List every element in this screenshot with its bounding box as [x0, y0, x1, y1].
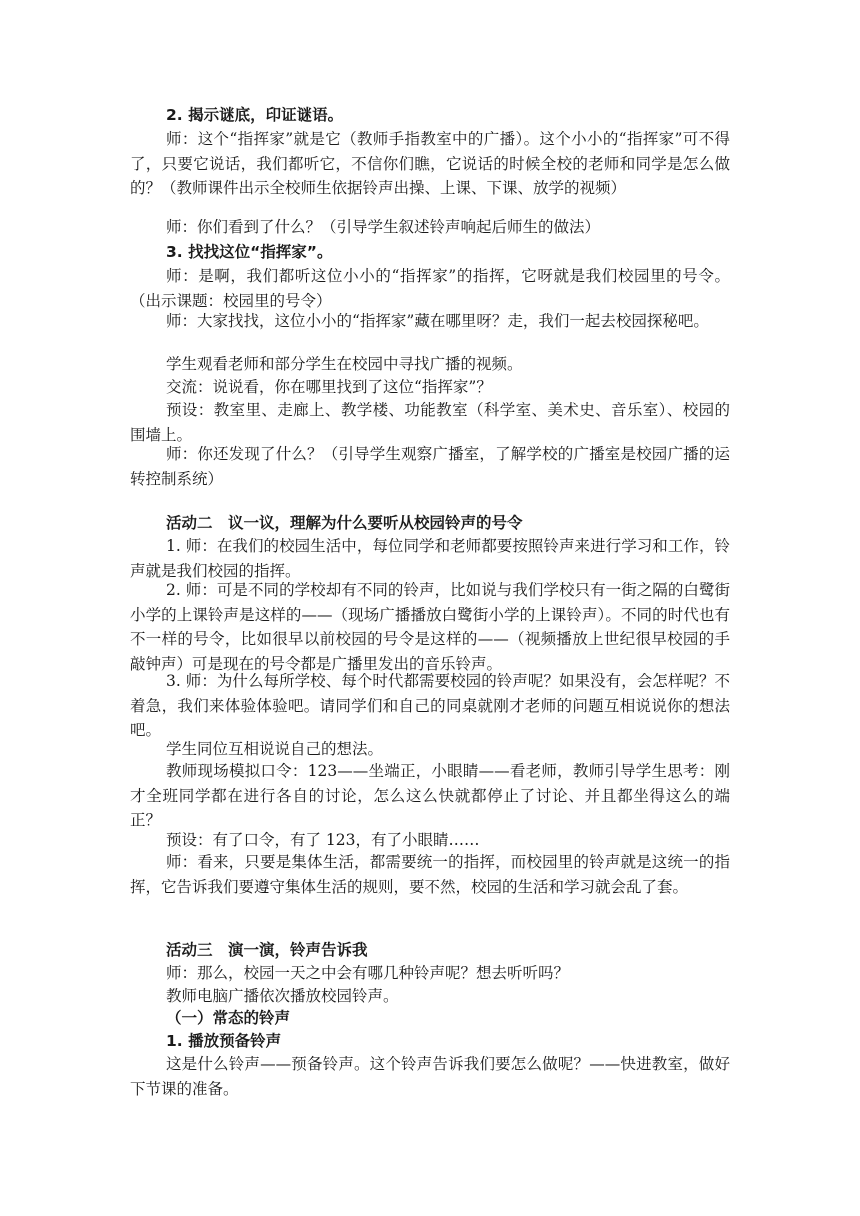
- heading-prep-bell: 1. 播放预备铃声: [166, 1032, 282, 1050]
- paragraph-where-hidden: 师：大家找找，这位小小的“指挥家”藏在哪里呀？走，我们一起去校园探秘吧。: [166, 312, 709, 330]
- paragraph-broadcast-room: 师：你还发现了什么？（引导学生观察广播室，了解学校的广播室是校园广播的运转控制系统）: [130, 445, 730, 488]
- heading-normal-bells: （一）常态的铃声: [166, 1009, 291, 1027]
- paragraph-share-ideas: 学生同位互相说说自己的想法。: [166, 740, 384, 758]
- paragraph-preset-answer: 预设：有了口令，有了 123，有了小眼睛……: [166, 831, 480, 849]
- paragraph-bell-is-conductor: 1. 师：在我们的校园生活中，每位同学和老师都要按照铃声来进行学习和工作，铃声就是我们校园的指挥。: [130, 537, 730, 580]
- paragraph-which-bells: 师：那么，校园一天之中会有哪几种铃声呢？想去听听吗？: [166, 964, 570, 982]
- paragraph-exchange: 交流：说说看，你在哪里找到了这位“指挥家”？: [166, 378, 492, 396]
- paragraph-why-bells: 3. 师：为什么每所学校、每个时代都需要校园的铃声呢？如果没有，会怎样呢？不着急，我们来体验体验吧。请同学们和自己的同桌就刚才老师的问题互相说说你的想法吧。: [130, 672, 730, 739]
- heading-activity-three: 活动三 演一演，铃声告诉我: [166, 941, 368, 959]
- paragraph-simulated-command: 教师现场模拟口令：123——坐端正，小眼睛——看老师，教师引导学生思考：刚才全班同学都在进行各自的讨论，怎么这么快就都停止了讨论、并且都坐得这么的端正？: [130, 762, 730, 829]
- paragraph-preset-locations: 预设：教室里、走廊上、教学楼、功能教室（科学室、美术史、音乐室）、校园的围墙上。: [130, 401, 730, 444]
- paragraph-watch-video: 学生观看老师和部分学生在校园中寻找广播的视频。: [166, 355, 523, 373]
- heading-activity-two: 活动二 议一议，理解为什么要听从校园铃声的号令: [166, 514, 523, 532]
- paragraph-prep-bell-meaning: 这是什么铃声——预备铃声。这个铃声告诉我们要怎么做呢？——快进教室，做好下节课的准备。: [130, 1055, 730, 1098]
- paragraph-what-did-you-see: 师：你们看到了什么？（引导学生叙述铃声响起后师生的做法）: [166, 218, 601, 236]
- paragraph-teacher-broadcast: 师：这个“指挥家”就是它（教师手指教室中的广播）。这个小小的“指挥家”可不得了，只要它说话，我们都听它，不信你们瞧，它说话的时候全校的老师和同学是怎么做的？（教师课件出示全校师生依据铃声出操、上课、下课、放学的视频）: [130, 130, 730, 197]
- heading-find-conductor: 3. 找找这位“指挥家”。: [166, 243, 333, 261]
- paragraph-school-command: 师：是啊，我们都听这位小小的“指挥家”的指挥，它呀就是我们校园里的号令。（出示课题：校园里的号令）: [130, 267, 730, 310]
- heading-reveal-riddle: 2. 揭示谜底，印证谜语。: [166, 106, 344, 124]
- paragraph-different-bells: 2. 师：可是不同的学校却有不同的铃声，比如说与我们学校只有一街之隔的白鹭街小学的上课铃声是这样的——（现场广播播放白鹭街小学的上课铃声）。不同的时代也有不一样的号令，比如很早以前校园的号令是这样的——（视频播放上世纪很早校园的手敲钟声）可是现在的号令都是广播里发出的音乐铃声。: [130, 581, 730, 673]
- paragraph-unified-command: 师：看来，只要是集体生活，都需要统一的指挥，而校园里的铃声就是这统一的指挥，它告诉我们要遵守集体生活的规则，要不然，校园的生活和学习就会乱了套。: [130, 853, 730, 896]
- paragraph-play-bells: 教师电脑广播依次播放校园铃声。: [166, 987, 399, 1005]
